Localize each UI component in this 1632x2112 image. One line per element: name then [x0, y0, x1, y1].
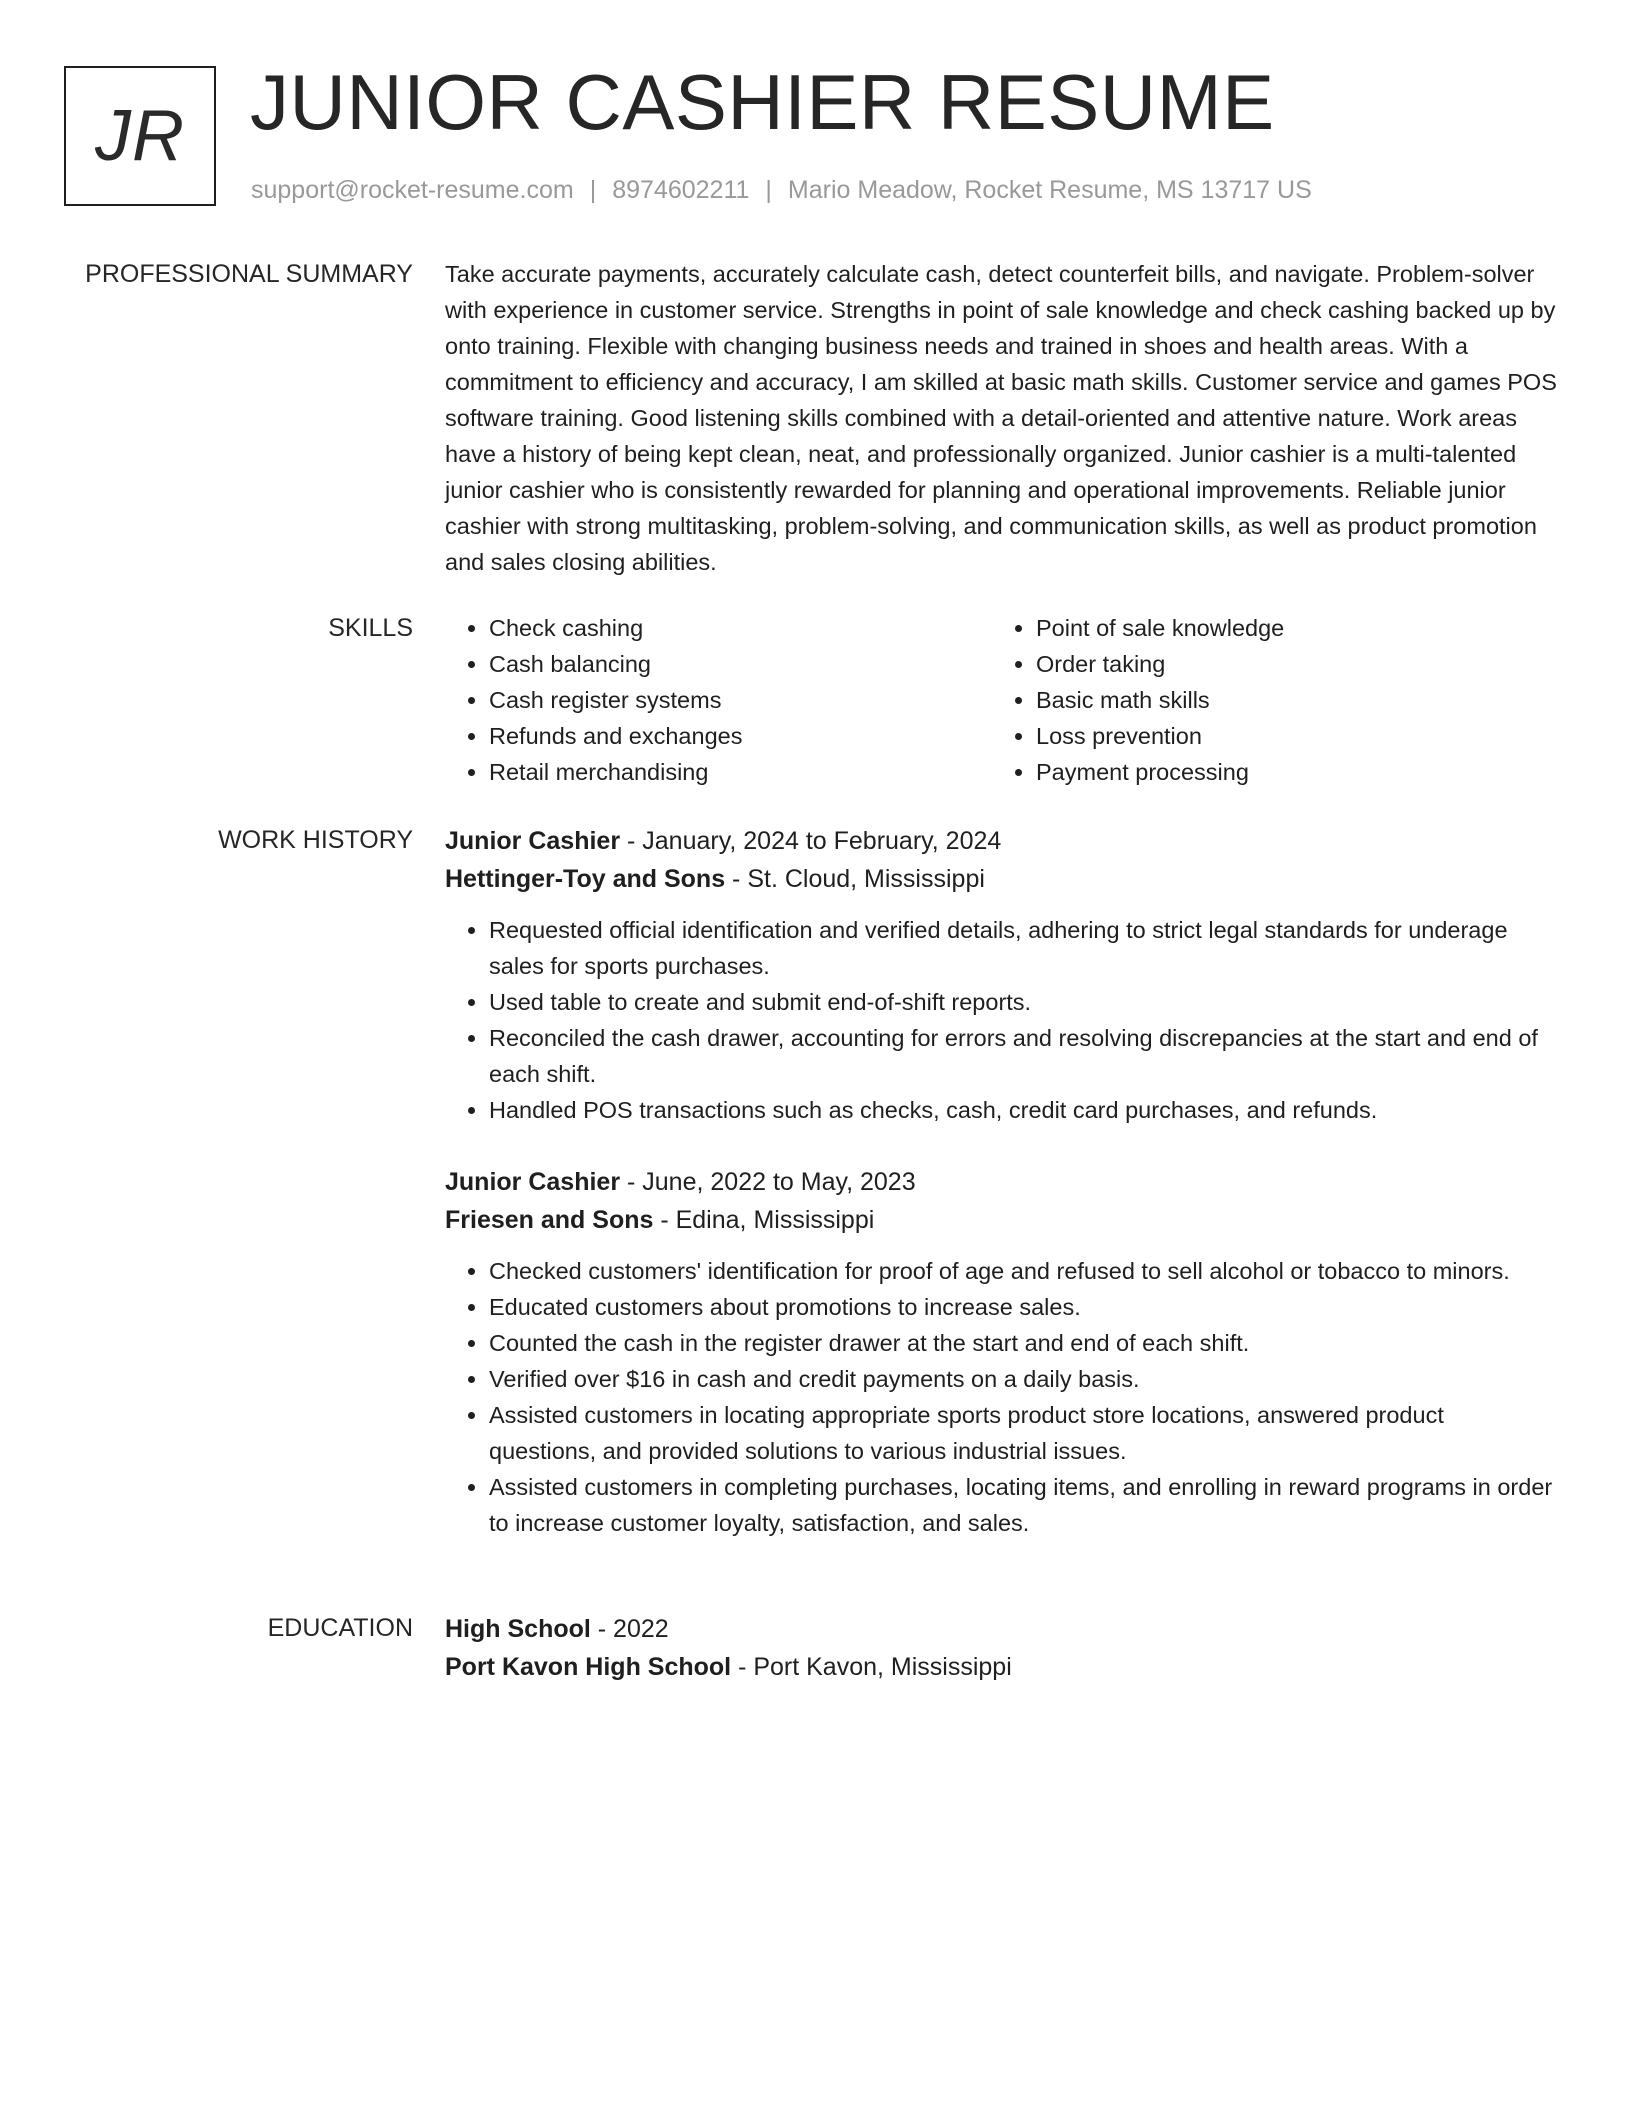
job-title-line	[445, 822, 1557, 860]
skill-item: • Refunds and exchanges	[489, 718, 992, 754]
contact-address: Mario Meadow, Rocket Resume, MS 13717 US	[787, 176, 1312, 204]
work-history-heading: WORK HISTORY	[218, 826, 413, 854]
job-entry	[445, 1163, 1557, 1541]
job-bullet: • Checked customers' identification for proof of age and refused to sell alcohol or tobacco to minors.	[489, 1253, 1557, 1289]
job-title: Junior Cashier	[445, 1168, 621, 1196]
skills-heading: SKILLS	[328, 614, 413, 642]
job-company: Friesen and Sons	[445, 1206, 654, 1234]
skill-item: • Check cashing	[489, 610, 992, 646]
education-heading: EDUCATION	[267, 1614, 413, 1642]
summary-heading: PROFESSIONAL SUMMARY	[85, 260, 413, 288]
skill-item: • Point of sale knowledge	[1036, 610, 1539, 646]
education-location: - Port Kavon, Mississippi	[731, 1653, 1012, 1681]
job-bullet: • Assisted customers in locating appropriate sports product store locations, answered product questions, and provided solutions to various industrial issues.	[489, 1397, 1557, 1469]
skills-list-left	[445, 610, 992, 790]
contact-separator: |	[589, 176, 597, 204]
skill-item: • Order taking	[1036, 646, 1539, 682]
skills-section	[445, 610, 1557, 790]
job-bullet: • Assisted customers in completing purchases, locating items, and enrolling in reward programs in order to increase customer loyalty, satisfaction, and sales.	[489, 1469, 1557, 1541]
contact-line	[251, 172, 1312, 208]
summary-section	[445, 256, 1557, 580]
skill-item: • Basic math skills	[1036, 682, 1539, 718]
education-year: - 2022	[590, 1615, 669, 1643]
contact-phone: 8974602211	[612, 176, 750, 204]
contact-separator: |	[765, 176, 772, 204]
skill-item: • Loss prevention	[1036, 718, 1539, 754]
job-bullets	[445, 912, 1557, 1128]
skill-item: • Retail merchandising	[489, 754, 992, 790]
job-bullet: • Used table to create and submit end-of-shift reports.	[489, 984, 1557, 1020]
skill-item: • Payment processing	[1036, 754, 1539, 790]
job-bullet: • Counted the cash in the register drawer at the start and end of each shift.	[489, 1325, 1557, 1361]
job-title: Junior Cashier	[445, 827, 621, 855]
job-company-line	[445, 860, 1557, 898]
education-degree: High School	[445, 1615, 591, 1643]
page-title: JUNIOR CASHIER RESUME	[250, 58, 1275, 146]
job-dates: - June, 2022 to May, 2023	[620, 1168, 916, 1196]
job-dates: - January, 2024 to February, 2024	[620, 827, 1002, 855]
job-bullet: • Verified over $16 in cash and credit payments on a daily basis.	[489, 1361, 1557, 1397]
job-company-line	[445, 1201, 1557, 1239]
education-section	[445, 1610, 1557, 1686]
skill-item: • Cash register systems	[489, 682, 992, 718]
job-bullet: • Requested official identification and verified details, adhering to strict legal standards for underage sales for sports purchases.	[489, 912, 1557, 984]
education-school-line	[445, 1648, 1557, 1686]
job-company: Hettinger-Toy and Sons	[445, 865, 726, 893]
education-school: Port Kavon High School	[445, 1653, 732, 1681]
skill-item: • Cash balancing	[489, 646, 992, 682]
job-bullet: • Reconciled the cash drawer, accounting for errors and resolving discrepancies at the start and end of each shift.	[489, 1020, 1557, 1092]
skills-list-right	[992, 610, 1539, 790]
job-title-line	[445, 1163, 1557, 1201]
job-entry	[445, 822, 1557, 1128]
job-bullets	[445, 1253, 1557, 1541]
contact-email: support@rocket-resume.com	[251, 176, 574, 204]
monogram-logo: JR	[64, 66, 216, 206]
job-location: - Edina, Mississippi	[653, 1206, 875, 1234]
job-bullet: • Educated customers about promotions to increase sales.	[489, 1289, 1557, 1325]
education-degree-line	[445, 1610, 1557, 1648]
job-location: - St. Cloud, Mississippi	[725, 865, 985, 893]
job-bullet: • Handled POS transactions such as checks, cash, credit card purchases, and refunds.	[489, 1092, 1557, 1128]
summary-text: Take accurate payments, accurately calculate cash, detect counterfeit bills, and navigate. Problem-solver with experience in customer service. Strengths in point of sale knowledge and check cashing backed up by onto training. Flexible with changing business needs and trained in shoes and health areas. With a commitment to efficiency and accuracy, I am skilled at basic math skills. Customer service and games POS software training. Good listening skills combined with a detail-oriented and attentive nature. Work areas have a history of being kept clean, neat, and professionally organized. Junior cashier is a multi-talented junior cashier who is consistently rewarded for planning and operational improvements. Reliable junior cashier with strong multitasking, problem-solving, and communication skills, as well as product promotion and sales closing abilities.	[445, 261, 1557, 575]
